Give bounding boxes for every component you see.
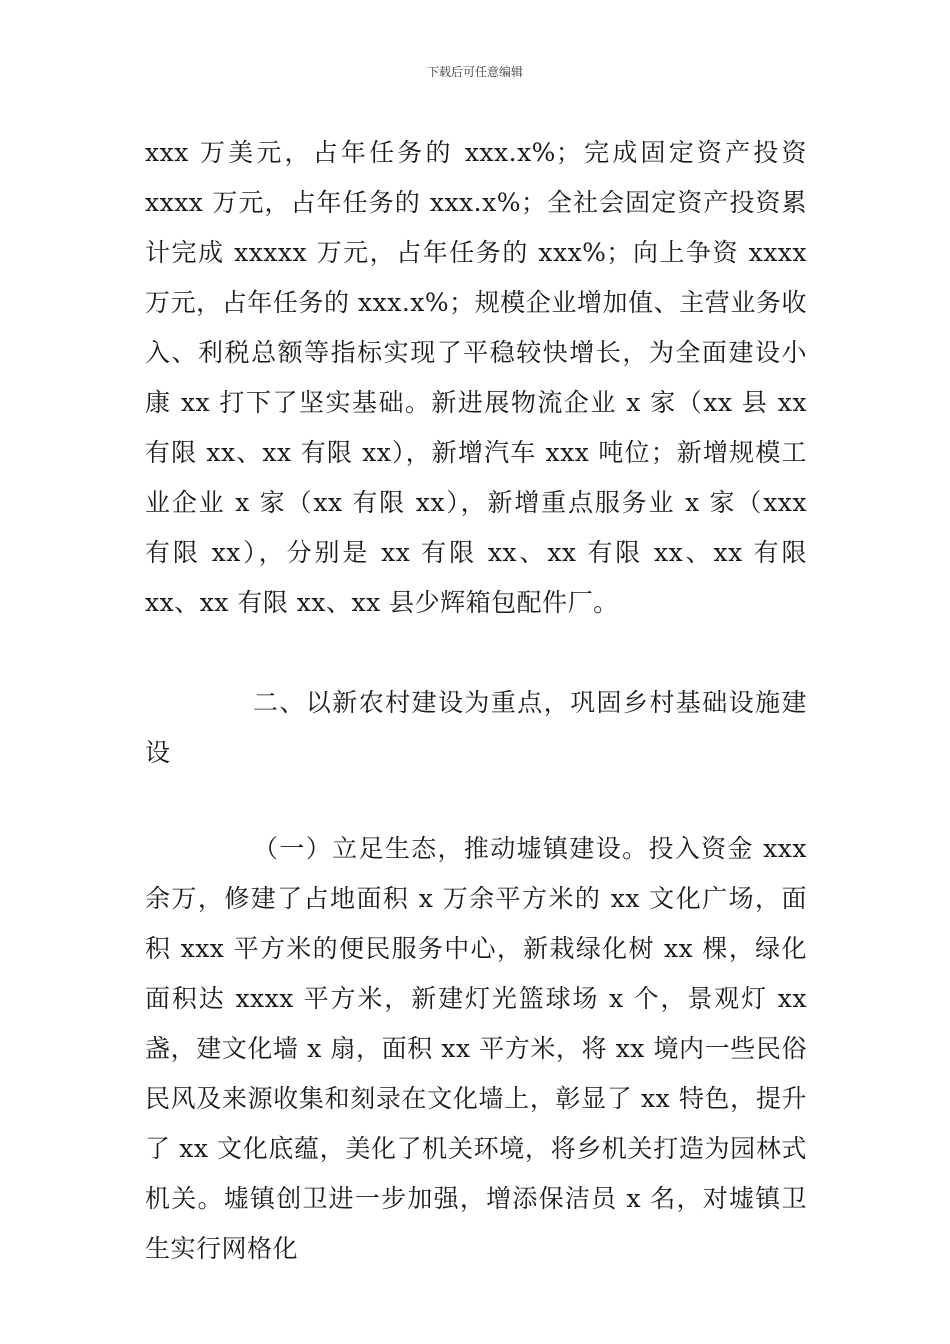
section-heading: 二、以新农村建设为重点，巩固乡村基础设施建设: [145, 688, 807, 767]
page-header: 下载后可任意编辑: [426, 65, 523, 79]
body-paragraph: xxx 万美元，占年任务的 xxx.x%；完成固定资产投资 xxxx 万元，占年任务的 xxx.x%；全社会固定资产投资累计完成 xxxxx 万元，占年任务的 xxx%；向上争资 xxxx 万元，占年任务的 xxx.x%；规模企业增加值、主营业务收入、利税总额等指标实现了平稳较快增长，为全面建设小康 xx 打下了坚实基础。新进展物流企业 x 家（xx 县 xx 有限 xx、xx 有限 xx），新增汽车 xxx 吨位；新增规模工业企业 x 家（xx 有限 xx），新增重点服务业 x 家（xxx 有限 xx），分别是 xx 有限 xx、xx 有限 xx、xx 有限 xx、xx 有限 xx、xx 县少辉箱包配件厂。: [145, 138, 807, 617]
body-paragraph: （一）立足生态，推动墟镇建设。投入资金 xxx 余万，修建了占地面积 x 万余平方米的 xx 文化广场，面积 xxx 平方米的便民服务中心，新栽绿化树 xx 棵，绿化面积达 xxxx 平方米，新建灯光篮球场 x 个，景观灯 xx 盏，建文化墙 x 扇，面积 xx 平方米，将 xx 境内一些民俗民风及来源收集和刻录在文化墙上，彰显了 xx 特色，提升了 xx 文化底蕴，美化了机关环境，将乡机关打造为园林式机关。墟镇创卫进一步加强，增添保洁员 x 名，对墟镇卫生实行网格化: [145, 834, 807, 1263]
